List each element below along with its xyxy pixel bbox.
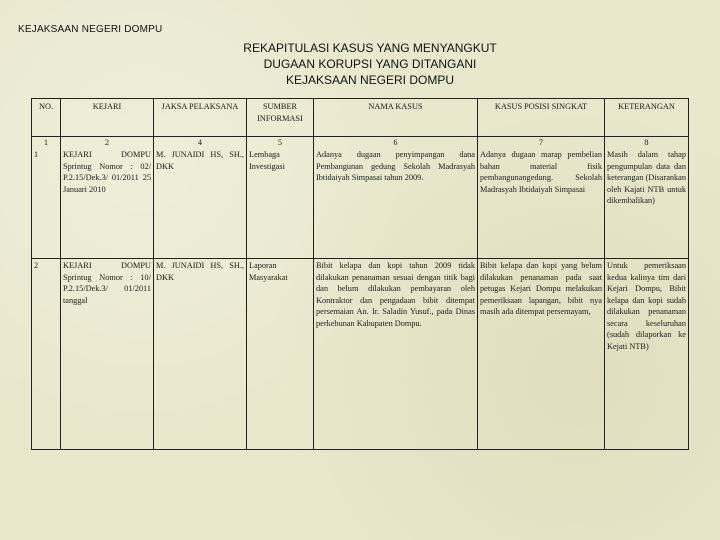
column-header-no: NO. xyxy=(32,99,61,137)
row-number: 1 xyxy=(32,148,61,259)
column-number: 1 xyxy=(32,137,61,149)
table-row xyxy=(32,148,689,259)
column-number: 7 xyxy=(478,137,605,149)
kejari-cell: KEJARI DOMPU Sprintug Nomor : 10/ P.2.15/Dek.3/ 01/2011 tanggal xyxy=(61,259,154,450)
posisi-cell: Adanya dugaan marap pembelian bahan material fisik pembangunangedung. Sekolah Madrasyah Ibtidaiyah Simpasai xyxy=(478,148,605,259)
column-header-jaksa: JAKSA PELAKSANA xyxy=(154,99,247,137)
document-title xyxy=(170,40,570,88)
column-header-kejari: KEJARI xyxy=(61,99,154,137)
column-number: 8 xyxy=(605,137,689,149)
column-header-sumber: SUMBER INFORMASI xyxy=(247,99,314,137)
jaksa-cell: M. JUNAIDI HS, SH., DKK xyxy=(154,148,247,259)
row-number: 2 xyxy=(32,259,61,450)
keterangan-cell: Masih dalam tahap pengumpulan data dan keterangan (Disarankan oleh Kajati NTB untuk dikembalikan) xyxy=(605,148,689,259)
nama-kasus-cell: Adanya dugaan penyimpangan dana Pembangunan gedung Sekolah Madrasyah Ibtidaiyah Simpasai tahun 2009. xyxy=(314,148,478,259)
column-number: 6 xyxy=(314,137,478,149)
organization-label: KEJAKSAAN NEGERI DOMPU xyxy=(18,24,163,35)
posisi-cell: Bibit kelapa dan kopi yang belum dilakukan penanaman pada saat petugas Kejari Dompu melakukan pemeriksaan lapangan, bibit nya masih ada ditempat persemayam, xyxy=(478,259,605,450)
column-header-keterangan: KETERANGAN xyxy=(605,99,689,137)
nama-kasus-cell: Bibit kelapa dan kopi tahun 2009 tidak dilakukan penanaman sesuai dengan titik bagi dan belum dilakukan pembayaran oleh Kontraktor dan pengadaan bibit ditempat persemaian An. Ir. Saladin Yusuf., pada Dinas perkebunan Kabupaten Dompu. xyxy=(314,259,478,450)
column-header-nama-kasus: NAMA KASUS xyxy=(314,99,478,137)
table-row xyxy=(32,259,689,450)
column-number: 5 xyxy=(247,137,314,149)
header-row xyxy=(32,99,689,137)
title-line-2: DUGAAN KORUPSI YANG DITANGANI xyxy=(263,57,477,71)
sumber-cell: Lembaga Investigasi xyxy=(247,148,314,259)
sumber-cell: Laporan Masyarakat xyxy=(247,259,314,450)
column-header-posisi: KASUS POSISI SINGKAT xyxy=(478,99,605,137)
jaksa-cell: M. JUNAIDI HS, SH., DKK xyxy=(154,259,247,450)
column-number: 4 xyxy=(154,137,247,149)
column-number-row xyxy=(32,137,689,149)
column-number: 2 xyxy=(61,137,154,149)
keterangan-cell: Untuk pemeriksaan kedua kalinya tim dari Kejari Dompu, Bibit kelapa dan kopi sudah dilakukan penanaman secara keseluruhan (sudah dilaporkan ke Kejati NTB) xyxy=(605,259,689,450)
kejari-cell: KEJARI DOMPU Sprintug Nomor : 02/ P.2.15/Dek.3/ 01/2011 25 Januari 2010 xyxy=(61,148,154,259)
title-line-1: REKAPITULASI KASUS YANG MENYANGKUT xyxy=(243,41,497,55)
title-line-3: KEJAKSAAN NEGERI DOMPU xyxy=(285,73,455,87)
recap-table xyxy=(31,98,689,450)
